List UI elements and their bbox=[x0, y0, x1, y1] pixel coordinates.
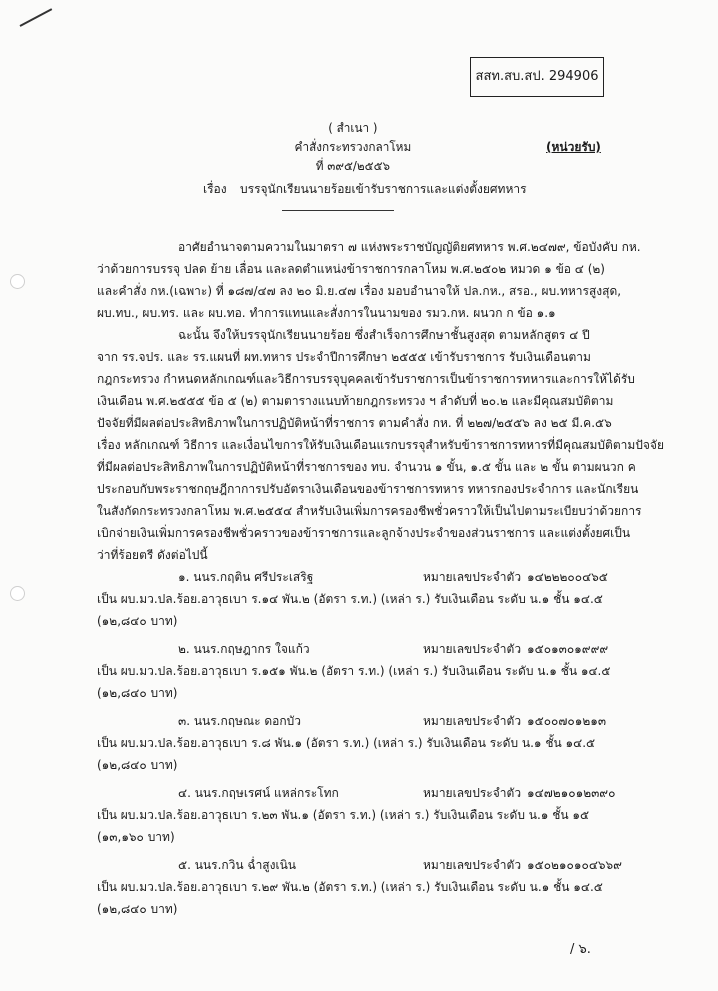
entry-salary: (๑๒,๘๔๐ บาท) bbox=[97, 758, 178, 772]
entry-name: ๒. นนร.กฤษฎากร ใจแก้ว bbox=[178, 642, 310, 656]
entry-position: เป็น ผบ.มว.ปล.ร้อย.อาวุธเบา ร.๑๔ พัน.๒ (อัตรา ร.ท.) (เหล่า ร.) รับเงินเดือน ระดับ น.๑ ชั้น ๑๔.๕ bbox=[97, 592, 603, 606]
para2-line: ที่มีผลต่อประสิทธิภาพในการปฏิบัติหน้าที่ราชการของ ทบ. จำนวน ๑ ขั้น, ๑.๕ ขั้น และ ๒ ขั้น ตามผนวก ค bbox=[97, 460, 636, 474]
para2-line: ว่าที่ร้อยตรี ดังต่อไปนี้ bbox=[97, 548, 208, 562]
order-title: คำสั่งกระทรวงกลาโหม bbox=[294, 140, 412, 154]
subject-text: บรรจุนักเรียนนายร้อยเข้ารับราชการและแต่งตั้งยศทหาร bbox=[240, 182, 527, 196]
entry-id-label: หมายเลขประจำตัว bbox=[423, 642, 522, 656]
header-divider bbox=[282, 210, 394, 211]
entry-name: ๔. นนร.กฤษเรศน์ แหล่กระโทก bbox=[178, 786, 339, 800]
entry-position: เป็น ผบ.มว.ปล.ร้อย.อาวุธเบา ร.๒๓ พัน.๑ (อัตรา ร.ท.) (เหล่า ร.) รับเงินเดือน ระดับ น.๑ ชั้น ๑๕ bbox=[97, 808, 590, 822]
reference-code-box: สสท.สบ.สป. 294906 bbox=[470, 57, 604, 97]
punch-hole bbox=[10, 586, 25, 601]
para2-line: กฎกระทรวง กำหนดหลักเกณฑ์และวิธีการบรรจุบุคคลเข้ารับราชการเป็นข้าราชการทหารและการให้ได้รับ bbox=[97, 372, 635, 386]
para1-line: อาศัยอำนาจตามความในมาตรา ๗ แห่งพระราชบัญญัติยศทหาร พ.ศ.๒๔๗๙, ข้อบังคับ กห. bbox=[178, 240, 641, 254]
entry-salary: (๑๒,๘๔๐ บาท) bbox=[97, 902, 178, 916]
entry-name: ๑. นนร.กฤติน ศรีประเสริฐ bbox=[178, 570, 314, 584]
para2-line: เบิกจ่ายเงินเพิ่มการครองชีพชั่วคราวของข้าราชการและลูกจ้างประจำของส่วนราชการ และแต่งตั้งยศเป็น bbox=[97, 526, 631, 540]
entry-salary: (๑๒,๘๔๐ บาท) bbox=[97, 686, 178, 700]
entry-id-label: หมายเลขประจำตัว bbox=[423, 570, 522, 584]
para2-line: เงินเดือน พ.ศ.๒๕๕๕ ข้อ ๕ (๒) ตามตารางแนบท้ายกฎกระทรวง ฯ ลำดับที่ ๒๐.๒ และมีคุณสมบัติตาม bbox=[97, 394, 614, 408]
para2-line: ประกอบกับพระราชกฤษฎีกาการปรับอัตราเงินเดือนของข้าราชการทหาร ทหารกองประจำการ และนักเรียน bbox=[97, 482, 639, 496]
para1-line: และคำสั่ง กห.(เฉพาะ) ที่ ๑๘๗/๔๗ ลง ๒๐ มิ.ย.๔๗ เรื่อง มอบอำนาจให้ ปล.กห., สรอ., ผบ.ทหารสูงสุด, bbox=[97, 284, 622, 298]
entry-position: เป็น ผบ.มว.ปล.ร้อย.อาวุธเบา ร.๘ พัน.๑ (อัตรา ร.ท.) (เหล่า ร.) รับเงินเดือน ระดับ น.๑ ชั้น ๑๔.๕ bbox=[97, 736, 596, 750]
entry-id-label: หมายเลขประจำตัว bbox=[423, 858, 522, 872]
entry-id-label: หมายเลขประจำตัว bbox=[423, 786, 522, 800]
para1-line: ผบ.ทบ., ผบ.ทร. และ ผบ.ทอ. ทำการแทนและสั่งการในนามของ รมว.กห. ผนวก ก ข้อ ๑.๑ bbox=[97, 306, 556, 320]
para2-line: ฉะนั้น จึงให้บรรจุนักเรียนนายร้อย ซึ่งสำเร็จการศึกษาชั้นสูงสุด ตามหลักสูตร ๔ ปี bbox=[178, 328, 590, 342]
para2-line: จาก รร.จปร. และ รร.แผนที่ ผท.ทหาร ประจำปีการศึกษา ๒๕๕๕ เข้ารับราชการ รับเงินเดือนตาม bbox=[97, 350, 591, 364]
entry-position: เป็น ผบ.มว.ปล.ร้อย.อาวุธเบา ร.๒๙ พัน.๒ (อัตรา ร.ท.) (เหล่า ร.) รับเงินเดือน ระดับ น.๑ ชั้น ๑๔.๕ bbox=[97, 880, 603, 894]
entry-id: ๑๔๗๒๑๐๑๒๓๙๐ bbox=[527, 786, 616, 800]
entry-id: ๑๕๐๐๗๐๑๒๑๓ bbox=[527, 714, 607, 728]
punch-hole bbox=[10, 274, 25, 289]
entry-position: เป็น ผบ.มว.ปล.ร้อย.อาวุธเบา ร.๑๕๑ พัน.๒ (อัตรา ร.ท.) (เหล่า ร.) รับเงินเดือน ระดับ น.๑ ชั้น ๑๔.๕ bbox=[97, 664, 611, 678]
recipient-unit-label: (หน่วยรับ) bbox=[546, 140, 601, 154]
para2-line: เรื่อง หลักเกณฑ์ วิธีการ และเงื่อนไขการให้รับเงินเดือนแรกบรรจุสำหรับข้าราชการทหารที่มีคุณสมบัติตามปัจจัย bbox=[97, 438, 664, 452]
entry-id: ๑๔๒๒๒๐๐๔๖๕ bbox=[527, 570, 608, 584]
next-page-marker: / ๖. bbox=[570, 942, 591, 957]
entry-id-label: หมายเลขประจำตัว bbox=[423, 714, 522, 728]
para2-line: ปัจจัยที่มีผลต่อประสิทธิภาพในการปฏิบัติหน้าที่ราชการ ตามคำสั่ง กห. ที่ ๒๒๗/๒๕๕๖ ลง ๒๕ มี.ค.๕๖ bbox=[97, 416, 612, 430]
para1-line: ว่าด้วยการบรรจุ ปลด ย้าย เลื่อน และลดตำแหน่งข้าราชการกลาโหม พ.ศ.๒๕๐๒ หมวด ๑ ข้อ ๔ (๒) bbox=[97, 262, 605, 276]
entry-name: ๓. นนร.กฤษณะ ดอกบัว bbox=[178, 714, 301, 728]
entry-salary: (๑๒,๘๔๐ บาท) bbox=[97, 614, 178, 628]
para2-line: ในสังกัดกระทรวงกลาโหม พ.ศ.๒๕๕๔ สำหรับเงินเพิ่มการครองชีพชั่วคราวให้เป็นไปตามระเบียบว่าด้วยการ bbox=[97, 504, 642, 518]
entry-id: ๑๕๐๑๓๐๑๙๙๙ bbox=[527, 642, 609, 656]
copy-label: ( สำเนา ) bbox=[328, 121, 378, 135]
entry-name: ๕. นนร.กวิน ฉ่ำสูงเนิน bbox=[178, 858, 297, 872]
pen-mark bbox=[20, 8, 53, 27]
order-number: ที่ ๓๙๕/๒๕๕๖ bbox=[315, 159, 391, 173]
entry-salary: (๑๓,๑๖๐ บาท) bbox=[97, 830, 175, 844]
subject-label: เรื่อง bbox=[203, 182, 227, 196]
entry-id: ๑๕๐๒๑๐๑๐๔๖๖๙ bbox=[527, 858, 622, 872]
